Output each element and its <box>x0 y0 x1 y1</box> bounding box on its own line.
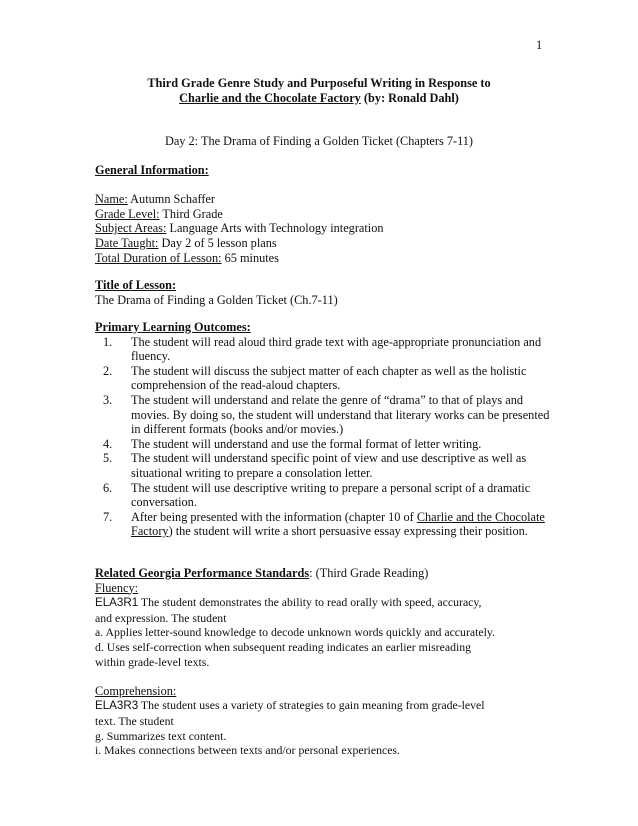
fluency-label: Fluency: <box>95 580 139 595</box>
field-value: Language Arts with Technology integration <box>166 221 384 236</box>
general-information-section <box>95 163 555 265</box>
fluency-line: a. Applies letter-sound knowledge to decode unknown words quickly and accurately. <box>95 625 495 640</box>
standards-heading-suffix: : (Third Grade Reading) <box>309 566 429 580</box>
field-label: Name: <box>95 192 128 207</box>
field-value: Third Grade <box>159 206 223 221</box>
lesson-title-value: The Drama of Finding a Golden Ticket (Ch.7-11) <box>95 292 338 307</box>
lesson-title-heading: Title of Lesson: <box>95 278 177 292</box>
document-title <box>0 76 638 105</box>
field-label: Date Taught: <box>95 235 159 250</box>
field-value: Autumn Schaffer <box>127 192 215 207</box>
comprehension-line: i. Makes connections between texts and/or personal experiences. <box>95 743 400 758</box>
page-number: 1 <box>536 38 543 52</box>
item-text: The student will understand and relate the genre of “drama” to that of plays and movies. By doing so, the student will understand that literary works can be presented in different formats (books and/or movies.) <box>131 392 550 437</box>
field-label: Grade Level: <box>95 206 160 221</box>
item-text: The student will understand and use the formal format of letter writing. <box>131 436 482 451</box>
field-date-taught <box>95 236 555 251</box>
lesson-title-section <box>95 278 555 307</box>
comprehension-line: g. Summarizes text content. <box>95 728 227 743</box>
standards-heading-line <box>95 566 565 581</box>
field-value: Day 2 of 5 lesson plans <box>158 235 277 250</box>
item-number: 2. <box>103 363 113 378</box>
list-item <box>95 393 555 437</box>
field-label: Total Duration of Lesson: <box>95 250 222 265</box>
item-text: The student will read aloud third grade text with age-appropriate pronunciation and fluency. <box>131 334 542 364</box>
field-label: Subject Areas: <box>95 221 167 236</box>
list-item <box>95 510 555 539</box>
title-line-1: Third Grade Genre Study and Purposeful Writing in Response to <box>147 76 491 90</box>
item-text: The student will discuss the subject matter of each chapter as well as the holistic comprehension of the read-aloud chapters. <box>131 363 527 393</box>
outcomes-list <box>95 335 555 539</box>
list-item <box>95 335 555 364</box>
item-number: 4. <box>103 436 113 451</box>
standards-section <box>95 566 565 758</box>
comprehension-standard <box>95 698 565 714</box>
comprehension-label: Comprehension: <box>95 683 177 698</box>
fluency-standard <box>95 595 565 611</box>
item-text: After being presented with the information (chapter 10 of <box>131 509 417 524</box>
list-item <box>95 437 555 452</box>
item-number: 7. <box>103 509 113 524</box>
outcomes-heading: Primary Learning Outcomes: <box>95 320 251 334</box>
comprehension-line: text. The student <box>95 713 174 728</box>
standards-heading: Related Georgia Performance Standards <box>95 566 310 580</box>
item-book-name: Charlie and the Chocolate Factory <box>131 509 545 539</box>
item-number: 1. <box>103 334 113 349</box>
item-text: The student will understand specific point of view and use descriptive as well as situational writing to prepare a consolation letter. <box>131 451 527 480</box>
fluency-line: d. Uses self-correction when subsequent reading indicates an earlier misreading <box>95 639 472 654</box>
comprehension-desc: The student uses a variety of strategies to gain meaning from grade-level <box>138 698 485 713</box>
field-subject-areas <box>95 221 555 236</box>
title-author: (by: Ronald Dahl) <box>360 90 459 105</box>
general-information-heading: General Information: <box>95 163 209 177</box>
item-number: 5. <box>103 451 113 466</box>
title-book-name: Charlie and the Chocolate Factory <box>179 90 361 105</box>
comprehension-code: ELA3R3 <box>95 699 139 713</box>
fluency-desc: The student demonstrates the ability to read orally with speed, accuracy, <box>138 595 482 610</box>
field-name <box>95 192 555 207</box>
fluency-code: ELA3R1 <box>95 596 139 610</box>
item-text: ) the student will write a short persuasive essay expressing their position. <box>168 524 528 539</box>
title-line-2 <box>0 91 638 106</box>
fluency-line: and expression. The student <box>95 610 227 625</box>
item-text: The student will use descriptive writing to prepare a personal script of a dramatic conversation. <box>131 480 531 510</box>
list-item <box>95 481 555 510</box>
day-heading: Day 2: The Drama of Finding a Golden Ticket (Chapters 7-11) <box>164 134 474 148</box>
fluency-line: within grade-level texts. <box>95 654 210 669</box>
list-item <box>95 451 555 480</box>
field-value: 65 minutes <box>221 250 279 265</box>
item-number: 6. <box>103 480 113 495</box>
outcomes-section <box>95 320 555 539</box>
list-item <box>95 364 555 393</box>
item-number: 3. <box>103 392 113 407</box>
field-total-duration <box>95 251 555 266</box>
field-grade-level <box>95 207 555 222</box>
